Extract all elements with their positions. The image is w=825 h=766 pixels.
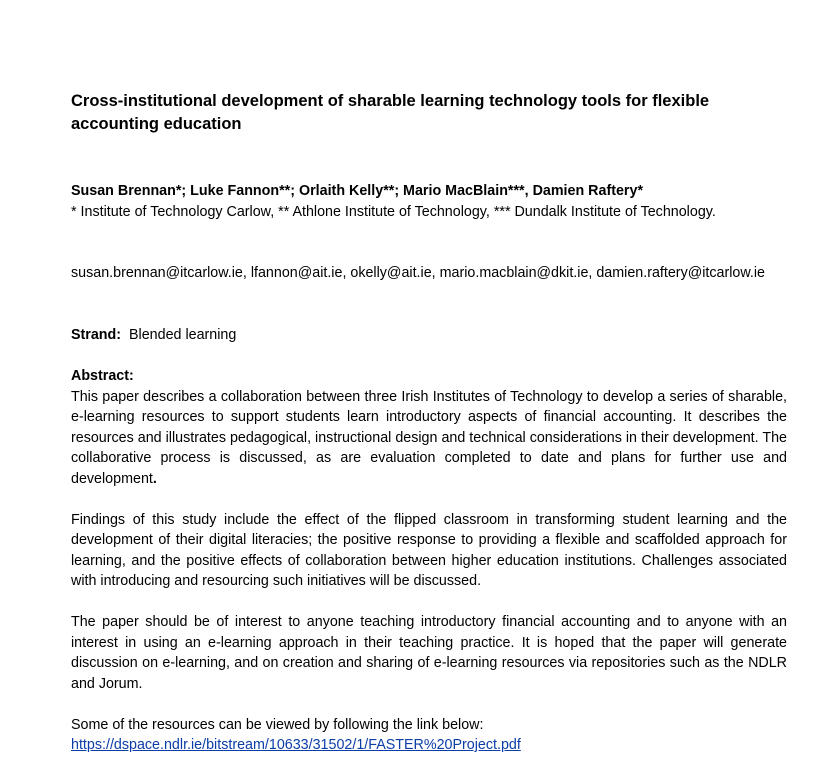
- resources-link[interactable]: https://dspace.ndlr.ie/bitstream/10633/31502/1/FASTER%20Project.pdf: [71, 737, 521, 753]
- abstract-paragraph-4: [71, 715, 787, 756]
- abstract-paragraph-1-end: .: [152, 470, 157, 487]
- abstract-paragraph-1: [71, 387, 787, 490]
- abstract-heading: Abstract:: [71, 368, 134, 384]
- paper-title: Cross-institutional development of sharable learning technology tools for flexible accounting education: [71, 92, 710, 133]
- strand-label: Strand:: [71, 327, 122, 343]
- abstract-paragraph-3: The paper should be of interest to anyone teaching introductory financial accounting and to anyone with an interest in using an e-learning approach in their teaching practice. It is hoped that the paper will generate discussion on e-learning, and on creation and sharing of e-learning resources via repositories such as the NDLR and Jorum.: [71, 614, 787, 692]
- author-list: Susan Brennan*; Luke Fannon**; Orlaith Kelly**; Mario MacBlain***, Damien Raftery*: [71, 183, 644, 199]
- author-emails: susan.brennan@itcarlow.ie, lfannon@ait.ie, okelly@ait.ie, mario.macblain@dkit.ie, damien.raftery@itcarlow.ie: [71, 265, 765, 281]
- abstract-paragraph-1-text: This paper describes a collaboration between three Irish Institutes of Technology to develop a series of sharable, e-learning resources to support students learn introductory aspects of financial accounting. It describes the resources and illustrates pedagogical, instructional design and technical considerations in their development. The collaborative process is discussed, as are evaluation completed to date and plans for further use and development: [71, 388, 787, 487]
- abstract-paragraph-2: Findings of this study include the effect of the flipped classroom in transforming student learning and the development of their digital literacies; the positive response to providing a flexible and scaffolded approach for learning, and the positive effects of collaboration between higher education institutions. Challenges associated with introducing and resourcing such initiatives will be discussed.: [71, 511, 787, 589]
- strand-line: [71, 325, 236, 346]
- resources-intro: Some of the resources can be viewed by following the link below:: [71, 716, 484, 733]
- strand-value: Blended learning: [129, 327, 237, 343]
- author-affiliations: * Institute of Technology Carlow, ** Athlone Institute of Technology, *** Dundalk Institute of Technology.: [71, 203, 716, 220]
